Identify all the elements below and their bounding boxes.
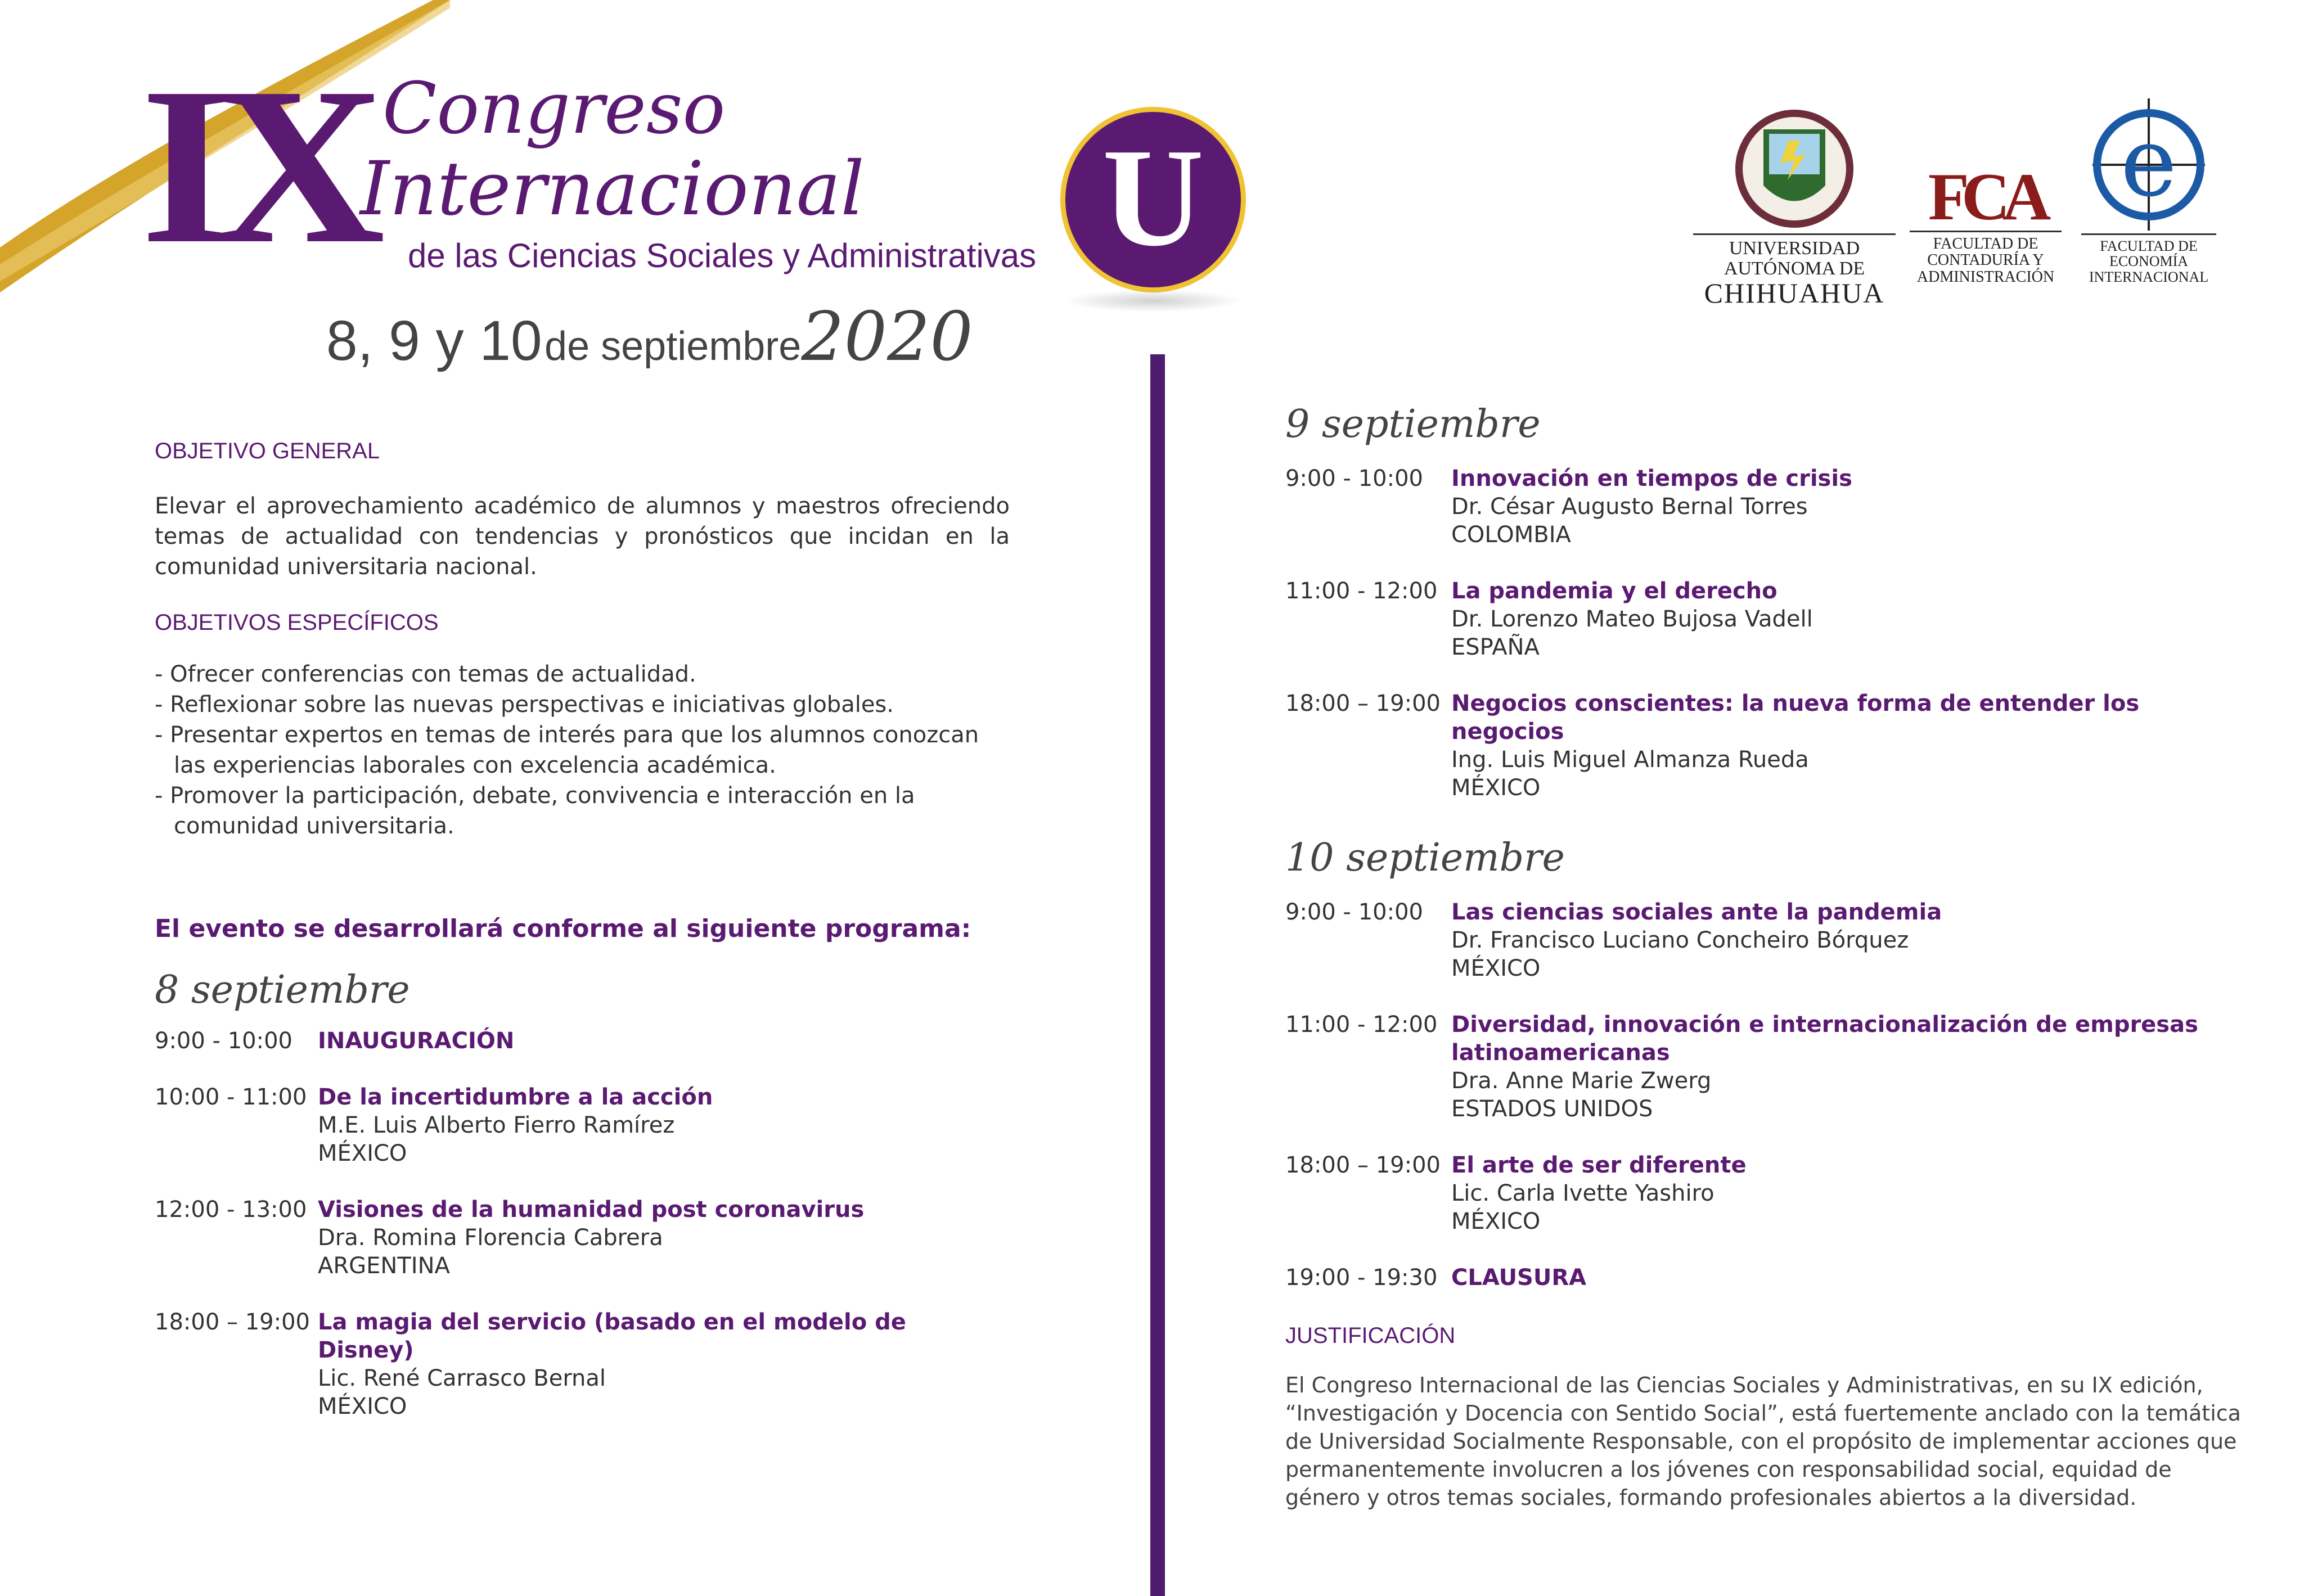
uach-logo — [1693, 107, 1896, 308]
objetivo-general-text: Elevar el aprovechamiento académico de alumnos y maestros ofreciendo temas de actualidad con tendencias y pronósticos que incidan en la comunidad universitaria nacional. — [155, 493, 1010, 580]
title-congreso: Congreso — [382, 67, 726, 150]
title-internacional: Internacional — [360, 146, 865, 232]
fca-logo — [1910, 107, 2062, 285]
u-emblem-shadow — [1063, 290, 1243, 312]
objetivo-general-heading: OBJETIVO GENERAL — [155, 439, 380, 463]
fei-globe-icon — [2092, 98, 2205, 231]
day-8-schedule — [155, 1027, 1010, 1421]
objetivos-especificos-list — [155, 659, 1010, 841]
schedule-item: 10:00 - 11:00 De la incertidumbre a la acción M.E. Luis Alberto Fierro Ramírez MÉXICO — [155, 1084, 713, 1166]
day-10-title: 10 septiembre — [1285, 836, 1565, 880]
schedule-item: 19:00 - 19:30 CLAUSURA — [1285, 1265, 1587, 1291]
uach-caption-line1: UNIVERSIDAD AUTÓNOMA DE — [1724, 238, 1865, 279]
schedule-item: 18:00 – 19:00 El arte de ser diferente Lic. Carla Ivette Yashiro MÉXICO — [1285, 1152, 1747, 1234]
uach-shield-icon — [1727, 107, 1862, 231]
schedule-item: 12:00 - 13:00 Visiones de la humanidad post coronavirus Dra. Romina Florencia Cabrera ARGENTINA — [155, 1197, 865, 1279]
column-divider — [1150, 354, 1165, 1596]
u-emblem-letter: U — [1102, 120, 1204, 276]
fca-caption-line3: ADMINISTRACIÓN — [1916, 268, 2055, 286]
schedule-item: 9:00 - 10:00 Innovación en tiempos de crisis Dr. César Augusto Bernal Torres COLOMBIA — [1285, 466, 1852, 548]
schedule-item: 18:00 – 19:00 La magia del servicio (basado en el modelo de Disney) Lic. René Carrasco Bernal MÉXICO — [155, 1309, 906, 1419]
day-8-title: 8 septiembre — [155, 968, 410, 1012]
fei-logo — [2081, 98, 2216, 285]
list-item: - Reflexionar sobre las nuevas perspectivas e iniciativas globales. — [155, 692, 894, 718]
day-10-schedule — [1285, 898, 2253, 1292]
justificacion-heading: JUSTIFICACIÓN — [1285, 1323, 1456, 1348]
program-intro: El evento se desarrollará conforme al siguiente programa: — [155, 914, 971, 943]
uach-caption-line2: CHIHUAHUA — [1704, 277, 1885, 309]
left-column — [155, 439, 1010, 1421]
fca-caption-line2: CONTADURÍA Y — [1927, 251, 2044, 269]
edition-roman-numeral: IX — [141, 41, 368, 290]
justificacion-text: El Congreso Internacional de las Ciencias Sociales y Administrativas, en su IX edición, “Investigación y Docencia con Sentido Social”, está fuertemente anclado con la temática de Universidad Socialmente Responsable, con el propósito de implementar acciones que permanentemente involucren a los jóvenes con responsabilidad social, equidad de género y otros temas sociales, formando profesionales abiertos a la diversidad. — [1285, 1373, 2241, 1510]
date-year: 2020 — [801, 298, 973, 376]
event-dates — [326, 298, 973, 376]
u-emblem-logo — [1058, 104, 1249, 295]
schedule-item: 9:00 - 10:00 INAUGURACIÓN — [155, 1028, 515, 1054]
day-9-schedule — [1285, 465, 2253, 802]
list-item: - Ofrecer conferencias con temas de actualidad. — [155, 661, 696, 687]
list-item: - Promover la participación, debate, convivencia e interacción en la comunidad universitaria. — [155, 783, 915, 839]
schedule-item: 11:00 - 12:00 Diversidad, innovación e internacionalización de empresas latinoamericanas Dra. Anne Marie Zwerg ESTADOS UNIDOS — [1285, 1012, 2198, 1122]
date-month: de septiembre — [544, 324, 802, 369]
objetivos-especificos-heading: OBJETIVOS ESPECÍFICOS — [155, 610, 439, 635]
right-column — [1285, 402, 2253, 1512]
schedule-item: 18:00 – 19:00 Negocios conscientes: la nueva forma de entender los negocios Ing. Luis Miguel Almanza Rueda MÉXICO — [1285, 691, 2140, 801]
fei-caption-line3: INTERNACIONAL — [2089, 268, 2209, 285]
fca-caption-line1: FACULTAD DE — [1933, 235, 2038, 253]
day-9-title: 9 septiembre — [1285, 402, 1541, 447]
schedule-item: 11:00 - 12:00 La pandemia y el derecho Dr. Lorenzo Mateo Bujosa Vadell ESPAÑA — [1285, 578, 1813, 660]
fei-caption-line1: FACULTAD DE — [2100, 238, 2198, 254]
schedule-item: 9:00 - 10:00 Las ciencias sociales ante la pandemia Dr. Francisco Luciano Concheiro Bórquez MÉXICO — [1285, 899, 1942, 981]
fei-mark: e — [2120, 107, 2177, 218]
event-subtitle: de las Ciencias Sociales y Administrativas — [408, 237, 1037, 274]
date-days: 8, 9 y 10 — [326, 309, 542, 372]
fca-mark: FCA — [1928, 159, 2044, 234]
list-item: - Presentar expertos en temas de interés para que los alumnos conozcan las experiencias laborales con excelencia académica. — [155, 722, 979, 778]
fei-caption-line2: ECONOMÍA — [2109, 253, 2189, 270]
